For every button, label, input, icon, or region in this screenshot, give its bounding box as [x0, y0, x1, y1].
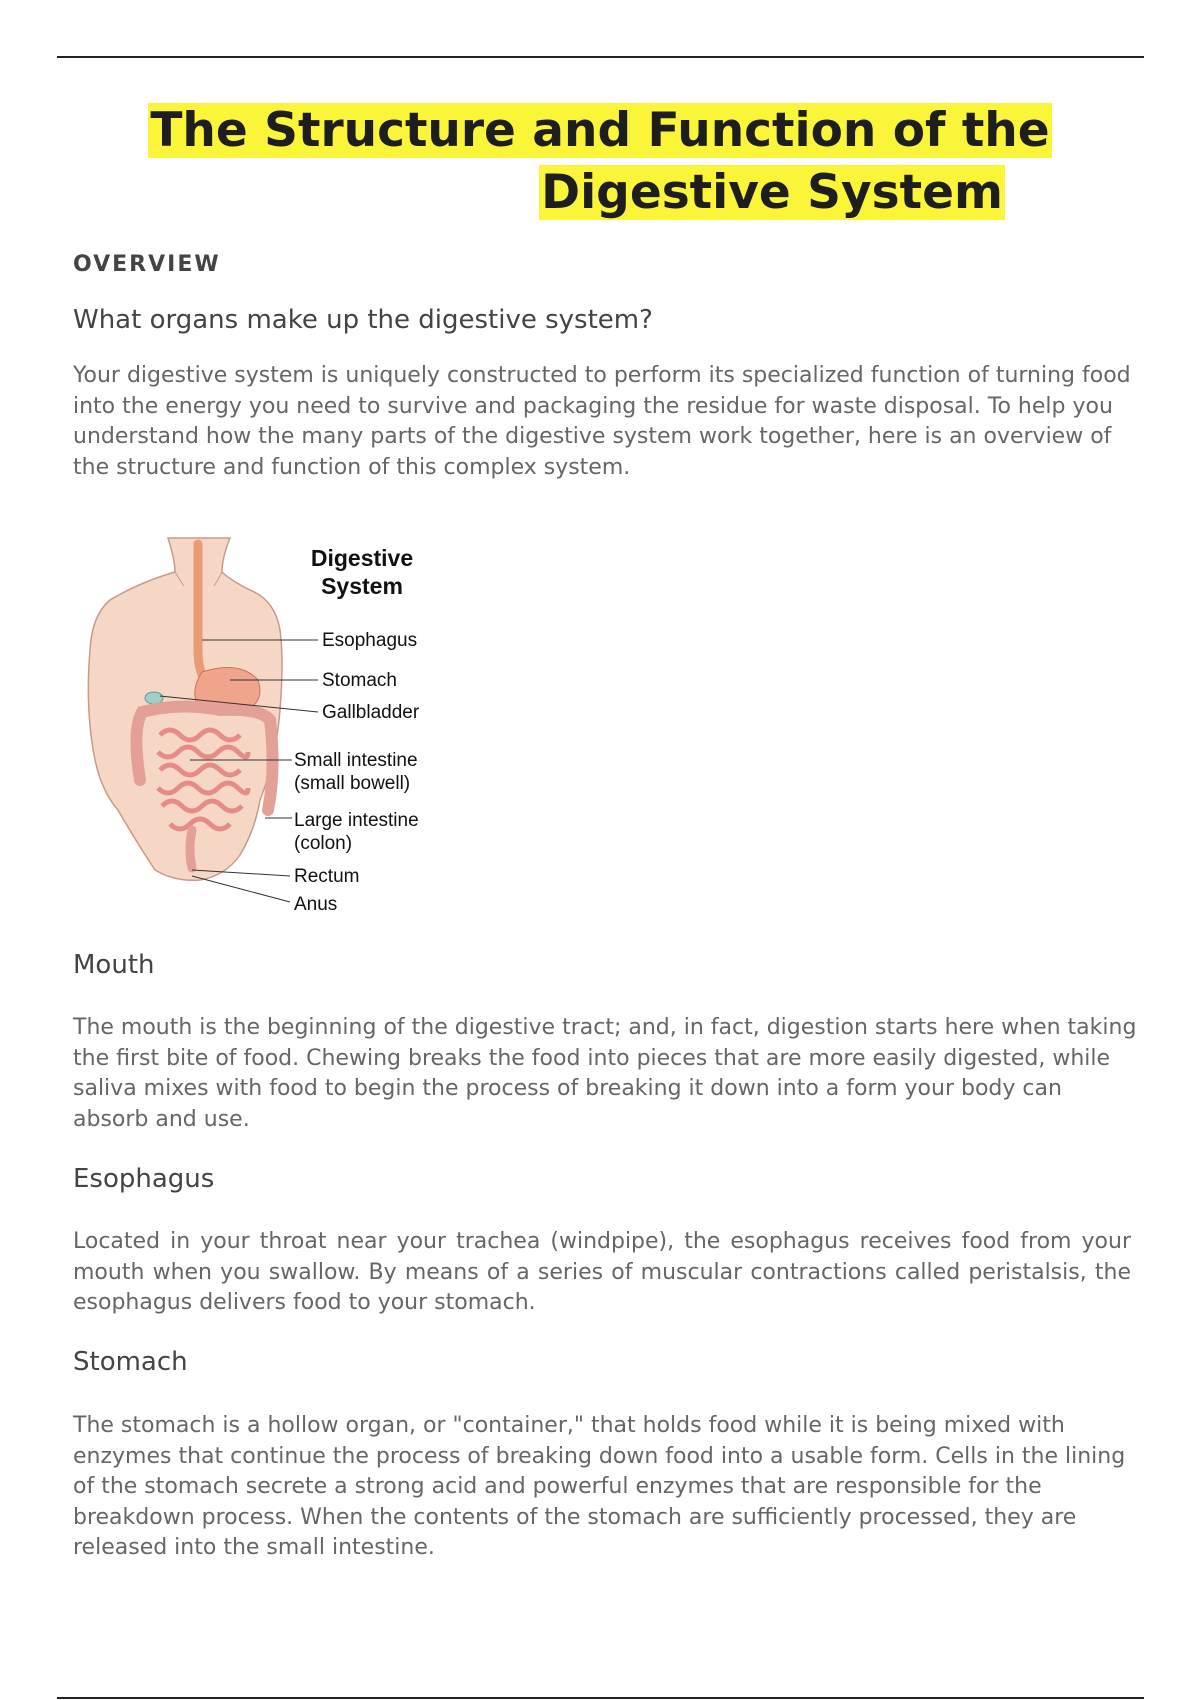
figure-title-line-2: System [321, 573, 403, 599]
mouth-heading: Mouth [73, 950, 155, 980]
stomach-heading: Stomach [73, 1347, 188, 1377]
label-esophagus: Esophagus [322, 630, 418, 651]
label-rectum: Rectum [294, 866, 360, 887]
overview-kicker: OVERVIEW [73, 252, 221, 277]
label-stomach: Stomach [322, 670, 397, 691]
figure-title-line-1: Digestive [310, 545, 414, 571]
title-line-2: Digestive System [541, 165, 1003, 220]
digestive-system-illustration [80, 530, 450, 930]
title-line-1: The Structure and Function of the [150, 103, 1050, 158]
rectum-organ [190, 830, 192, 868]
overview-section [73, 252, 1143, 483]
label-small-bowel: (small bowell) [294, 773, 411, 794]
page-title [0, 100, 1200, 224]
esophagus-heading: Esophagus [73, 1164, 215, 1194]
top-rule [57, 56, 1144, 58]
stomach-paragraph: The stomach is a hollow organ, or "container," that holds food while it is being mixed with enzymes that continue the process of breaking down food into a usable form. Cells in the lining of the stomach secrete a strong acid and powerful enzymes that are responsible for the breakdown process. When the contents of the stomach are sufficiently processed, they are released into the small intestine. [73, 1413, 1126, 1560]
bottom-rule [57, 1697, 1144, 1699]
label-anus: Anus [294, 894, 338, 915]
label-large-intestine: Large intestine [294, 810, 419, 831]
label-colon: (colon) [294, 833, 353, 854]
label-gallbladder: Gallbladder [322, 702, 420, 723]
overview-question: What organs make up the digestive system? [73, 305, 653, 335]
digestive-system-figure [80, 530, 450, 930]
overview-paragraph: Your digestive system is uniquely constructed to perform its specialized function of turning food into the energy you need to survive and packaging the residue for waste disposal. To help you understand how the many parts of the digestive system work together, here is an overview of the structure and function of this complex system. [73, 363, 1131, 480]
mouth-paragraph: The mouth is the beginning of the digestive tract; and, in fact, digestion starts here when taking the first bite of food. Chewing breaks the food into pieces that are more easily digested, while saliva mixes with food to begin the process of breaking it down into a form your body can absorb and use. [73, 1015, 1137, 1132]
esophagus-paragraph: Located in your throat near your trachea (windpipe), the esophagus receives food from your mouth when you swallow. By means of a series of muscular contractions called peristalsis, the esophagus delivers food to your stomach. [73, 1229, 1131, 1315]
label-small-intestine: Small intestine [294, 750, 418, 771]
